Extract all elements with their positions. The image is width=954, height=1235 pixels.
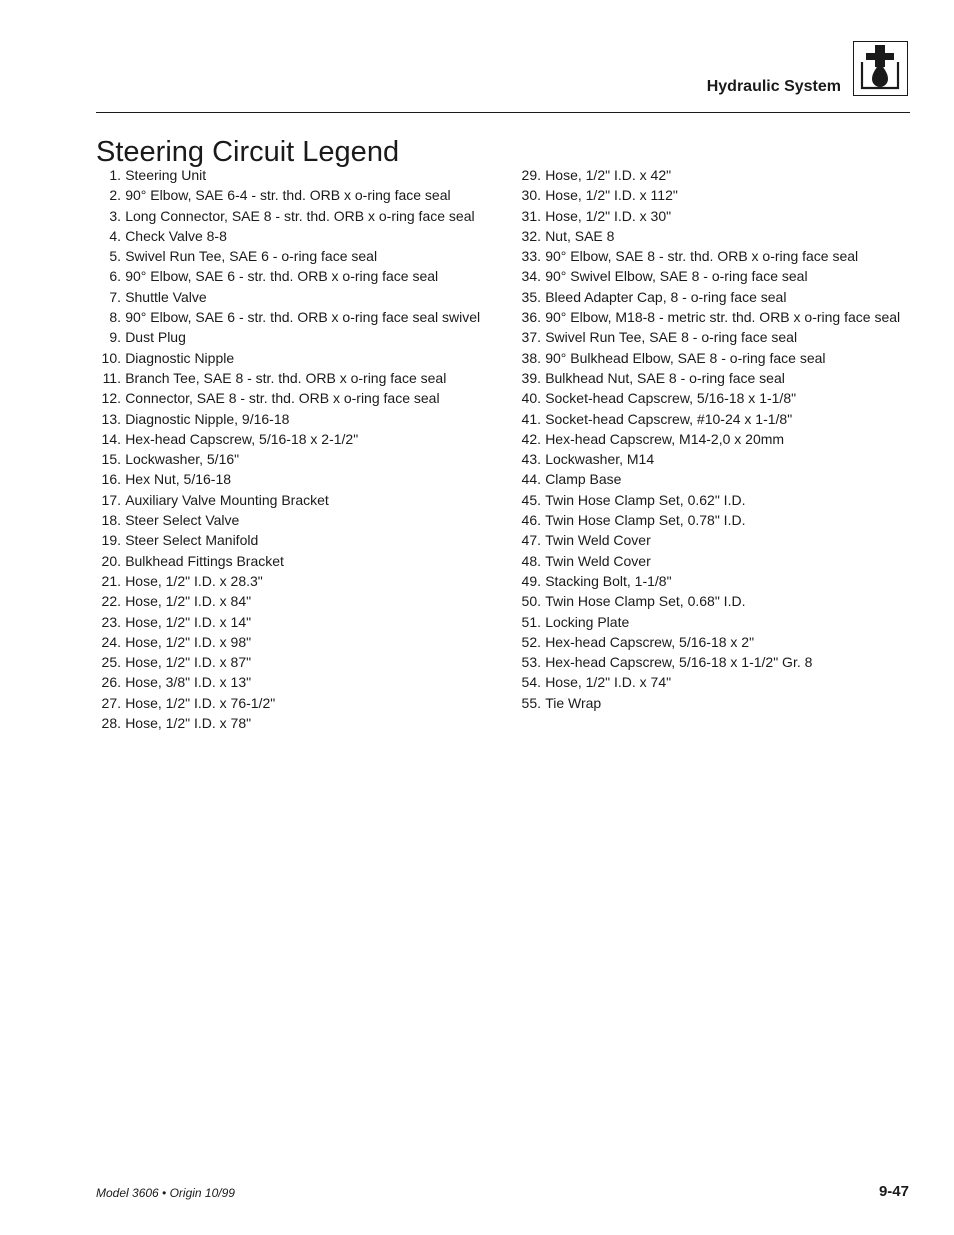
- legend-item-text: Swivel Run Tee, SAE 6 - o-ring face seal: [125, 248, 378, 265]
- legend-item: [96, 409, 480, 429]
- legend-item-text: Lockwasher, 5/16": [125, 451, 240, 468]
- legend-column-right: [516, 165, 900, 713]
- legend-item-number: 41.: [521, 410, 541, 427]
- legend-item-text: 90° Bulkhead Elbow, SAE 8 - o-ring face seal: [545, 349, 826, 366]
- legend-item-text: Hose, 1/2" I.D. x 30": [545, 207, 672, 224]
- legend-item-number: 21.: [101, 572, 121, 589]
- legend-item-number: 7.: [109, 288, 121, 305]
- legend-item-text: Hose, 1/2" I.D. x 87": [125, 654, 252, 671]
- legend-item: [96, 652, 480, 672]
- legend-item-text: 90° Swivel Elbow, SAE 8 - o-ring face seal: [545, 268, 808, 285]
- legend-item: [96, 266, 480, 286]
- legend-item-number: 49.: [521, 572, 541, 589]
- legend-item: [96, 327, 480, 347]
- legend-item-text: 90° Elbow, M18-8 - metric str. thd. ORB x o-ring face seal: [545, 309, 901, 326]
- legend-item-text: Swivel Run Tee, SAE 8 - o-ring face seal: [545, 329, 798, 346]
- legend-item: [516, 429, 900, 449]
- legend-item: [96, 449, 480, 469]
- legend-item-text: Hose, 1/2" I.D. x 28.3": [125, 572, 263, 589]
- legend-item-text: Socket-head Capscrew, 5/16-18 x 1-1/8": [545, 390, 797, 407]
- legend-item: [96, 185, 480, 205]
- legend-item-text: Steering Unit: [125, 167, 207, 183]
- legend-item-text: Twin Hose Clamp Set, 0.62" I.D.: [545, 491, 746, 508]
- legend-item: [96, 510, 480, 530]
- legend-item: [516, 165, 900, 185]
- legend-item-text: Hex Nut, 5/16-18: [125, 471, 232, 488]
- legend-item-text: Diagnostic Nipple: [125, 349, 235, 366]
- legend-item: [96, 490, 480, 510]
- legend-item: [96, 693, 480, 713]
- legend-item: [516, 307, 900, 327]
- legend-item-number: 28.: [101, 715, 121, 732]
- legend-item-text: Twin Weld Cover: [545, 552, 651, 569]
- legend-item-text: Shuttle Valve: [125, 288, 207, 305]
- legend-item-text: Dust Plug: [125, 329, 186, 346]
- legend-item: [96, 530, 480, 550]
- legend-item: [516, 510, 900, 530]
- legend-item-number: 42.: [521, 430, 541, 447]
- legend-item-number: 30.: [521, 187, 541, 204]
- legend-item-text: Hose, 1/2" I.D. x 98": [125, 633, 252, 650]
- legend-item-number: 8.: [109, 309, 121, 326]
- legend-item-text: 90° Elbow, SAE 6 - str. thd. ORB x o-ring face seal swivel: [125, 309, 481, 326]
- legend-item-number: 54.: [521, 674, 541, 691]
- legend-item-text: Hose, 1/2" I.D. x 76-1/2": [125, 694, 276, 711]
- legend-item-number: 38.: [521, 349, 541, 366]
- header-divider: [96, 112, 910, 113]
- legend-item: [516, 551, 900, 571]
- legend-item: [96, 571, 480, 591]
- legend-item: [96, 388, 480, 408]
- legend-item-number: 3.: [109, 207, 121, 224]
- legend-item: [96, 246, 480, 266]
- legend-item-text: Diagnostic Nipple, 9/16-18: [125, 410, 290, 427]
- legend-item-text: Socket-head Capscrew, #10-24 x 1-1/8": [545, 410, 793, 427]
- legend-item-text: Twin Hose Clamp Set, 0.78" I.D.: [545, 512, 746, 529]
- legend-item: [516, 226, 900, 246]
- legend-item-text: 90° Elbow, SAE 6-4 - str. thd. ORB x o-ring face seal: [125, 187, 451, 204]
- legend-item-number: 35.: [521, 288, 541, 305]
- legend-item-number: 4.: [109, 227, 121, 244]
- legend-item: [516, 612, 900, 632]
- legend-item-number: 16.: [101, 471, 121, 488]
- legend-item-number: 32.: [521, 227, 541, 244]
- legend-item-number: 14.: [101, 430, 121, 447]
- legend-item-text: Branch Tee, SAE 8 - str. thd. ORB x o-ring face seal: [125, 369, 447, 386]
- legend-item-text: Auxiliary Valve Mounting Bracket: [125, 491, 329, 508]
- legend-item-text: Connector, SAE 8 - str. thd. ORB x o-ring face seal: [125, 390, 440, 407]
- footer-model-info: Model 3606 • Origin 10/99: [96, 1186, 235, 1200]
- legend-item-number: 39.: [521, 369, 541, 386]
- legend-item-text: Tie Wrap: [545, 694, 602, 711]
- legend-item-number: 29.: [521, 167, 541, 183]
- legend-item: [516, 571, 900, 591]
- legend-item: [516, 266, 900, 286]
- legend-item-number: 23.: [101, 613, 121, 630]
- legend-item-number: 43.: [521, 451, 541, 468]
- legend-item-text: Steer Select Manifold: [125, 532, 259, 549]
- legend-item-text: Hex-head Capscrew, M14-2,0 x 20mm: [545, 430, 785, 447]
- legend-item-number: 46.: [521, 512, 541, 529]
- legend-item: [516, 469, 900, 489]
- legend-item-number: 5.: [109, 248, 121, 265]
- legend-item: [96, 632, 480, 652]
- legend-item-number: 34.: [521, 268, 541, 285]
- legend-item: [516, 388, 900, 408]
- legend-item: [516, 693, 900, 713]
- page-title: Steering Circuit Legend: [96, 136, 400, 169]
- legend-item-number: 53.: [521, 654, 541, 671]
- legend-item-text: Hose, 1/2" I.D. x 78": [125, 715, 252, 732]
- legend-item: [516, 206, 900, 226]
- legend-item: [516, 672, 900, 692]
- hydraulic-fluid-icon: [853, 41, 908, 96]
- legend-item-number: 44.: [521, 471, 541, 488]
- legend-item: [96, 226, 480, 246]
- legend-item-number: 50.: [521, 593, 541, 610]
- legend-item-text: 90° Elbow, SAE 8 - str. thd. ORB x o-ring face seal: [545, 248, 859, 265]
- legend-item-number: 25.: [101, 654, 121, 671]
- legend-item-number: 47.: [521, 532, 541, 549]
- legend-item-number: 40.: [521, 390, 541, 407]
- legend-item: [516, 530, 900, 550]
- legend-item: [96, 551, 480, 571]
- legend-item-number: 2.: [109, 187, 121, 204]
- legend-item: [516, 287, 900, 307]
- legend-item-text: Clamp Base: [545, 471, 622, 488]
- legend-item: [516, 632, 900, 652]
- legend-item: [96, 429, 480, 449]
- legend-item-number: 55.: [521, 694, 541, 711]
- legend-item-text: Nut, SAE 8: [545, 227, 615, 244]
- legend-item-text: Long Connector, SAE 8 - str. thd. ORB x o-ring face seal: [125, 207, 475, 224]
- legend-item-number: 26.: [101, 674, 121, 691]
- legend-item: [516, 490, 900, 510]
- legend-item-text: Steer Select Valve: [125, 512, 240, 529]
- legend-item-number: 37.: [521, 329, 541, 346]
- legend-item-text: Bulkhead Fittings Bracket: [125, 552, 284, 569]
- legend-item: [516, 327, 900, 347]
- legend-item-number: 36.: [521, 309, 541, 326]
- legend-item-number: 24.: [101, 633, 121, 650]
- legend-item: [516, 449, 900, 469]
- legend-item-text: Hex-head Capscrew, 5/16-18 x 2-1/2": [125, 430, 359, 447]
- legend-item-text: Twin Weld Cover: [545, 532, 651, 549]
- legend-item: [96, 469, 480, 489]
- legend-item-number: 20.: [101, 552, 121, 569]
- legend-item-number: 22.: [101, 593, 121, 610]
- legend-item: [96, 612, 480, 632]
- page-number: 9-47: [878, 1183, 909, 1200]
- legend-item: [96, 713, 480, 733]
- legend-item-number: 19.: [101, 532, 121, 549]
- legend-item-number: 11.: [102, 369, 121, 386]
- legend-item: [96, 591, 480, 611]
- legend-item: [96, 672, 480, 692]
- legend-item: [96, 348, 480, 368]
- legend-item-number: 27.: [101, 694, 121, 711]
- legend-item: [516, 591, 900, 611]
- legend-item-number: 45.: [521, 491, 541, 508]
- legend-item-text: Locking Plate: [545, 613, 630, 630]
- legend-item-number: 6.: [109, 268, 121, 285]
- legend-item-number: 1.: [109, 167, 121, 183]
- legend-item: [516, 652, 900, 672]
- legend-item-number: 33.: [521, 248, 541, 265]
- legend-item-number: 48.: [521, 552, 541, 569]
- legend-item: [516, 246, 900, 266]
- legend-item-text: Hose, 3/8" I.D. x 13": [125, 674, 252, 691]
- legend-item-text: Hose, 1/2" I.D. x 74": [545, 674, 672, 691]
- legend-item-text: Bleed Adapter Cap, 8 - o-ring face seal: [545, 288, 787, 305]
- legend-item: [516, 409, 900, 429]
- section-title: Hydraulic System: [706, 78, 841, 95]
- legend-item-text: Hose, 1/2" I.D. x 84": [125, 593, 252, 610]
- legend-item-text: Lockwasher, M14: [545, 451, 655, 468]
- legend-item-number: 15.: [101, 451, 121, 468]
- legend-item: [96, 165, 480, 185]
- legend-item: [96, 368, 480, 388]
- legend-item: [516, 368, 900, 388]
- legend-item-text: Check Valve 8-8: [125, 227, 227, 244]
- legend-item-text: Hose, 1/2" I.D. x 42": [545, 167, 672, 183]
- legend-item-number: 13.: [101, 410, 121, 427]
- legend-item-number: 18.: [101, 512, 121, 529]
- legend-item-number: 12.: [101, 390, 121, 407]
- legend-item-number: 51.: [521, 613, 541, 630]
- legend-column-left: [96, 165, 480, 733]
- legend-item: [96, 287, 480, 307]
- legend-item-text: 90° Elbow, SAE 6 - str. thd. ORB x o-ring face seal: [125, 268, 439, 285]
- legend-item: [516, 185, 900, 205]
- legend-item-number: 10.: [101, 349, 121, 366]
- legend-item: [96, 206, 480, 226]
- legend-item-text: Hose, 1/2" I.D. x 14": [125, 613, 252, 630]
- legend-item-text: Bulkhead Nut, SAE 8 - o-ring face seal: [545, 369, 785, 386]
- legend-item-number: 31.: [521, 207, 541, 224]
- legend-item-text: Twin Hose Clamp Set, 0.68" I.D.: [545, 593, 746, 610]
- legend-item: [96, 307, 480, 327]
- legend-item-number: 9.: [109, 329, 121, 346]
- legend-item-text: Hex-head Capscrew, 5/16-18 x 2": [545, 633, 755, 650]
- legend-item: [516, 348, 900, 368]
- legend-item-number: 52.: [521, 633, 541, 650]
- legend-item-text: Stacking Bolt, 1-1/8": [545, 572, 672, 589]
- legend-item-text: Hose, 1/2" I.D. x 112": [545, 187, 678, 204]
- legend-item-number: 17.: [101, 491, 121, 508]
- legend-item-text: Hex-head Capscrew, 5/16-18 x 1-1/2" Gr. 8: [545, 654, 813, 671]
